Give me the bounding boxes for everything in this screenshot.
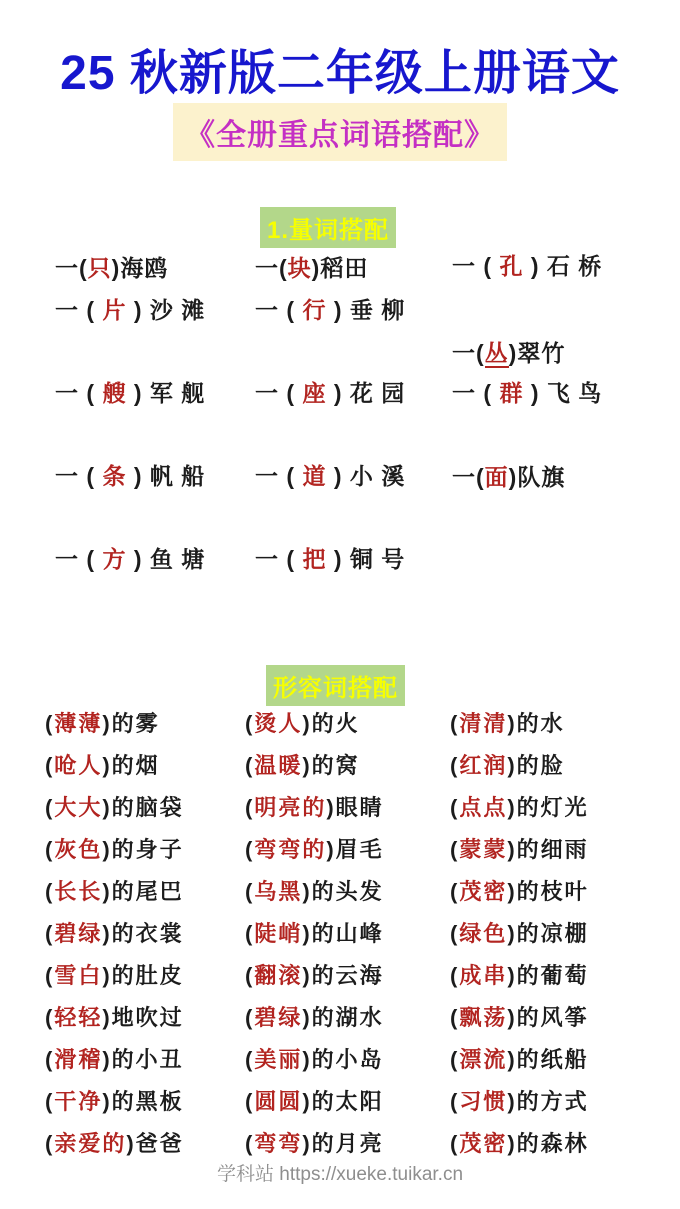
adjective-word: 大大 [54, 795, 103, 820]
adjective-word: 茂密 [459, 1131, 508, 1156]
adjective-word: 茂密 [459, 879, 508, 904]
adjective-item [245, 913, 450, 955]
item-suffix: ) 帆 船 [126, 463, 206, 489]
adjective-word: 灰色 [54, 837, 103, 862]
item-suffix: ) 军 舰 [126, 380, 206, 406]
item-suffix: )的头发 [302, 879, 384, 904]
adjective-item [45, 955, 245, 997]
measure-word: 方 [102, 546, 127, 572]
item-prefix: ( [45, 1089, 55, 1114]
adjective-word: 碧绿 [254, 1005, 303, 1030]
item-suffix: )地吹过 [102, 1005, 184, 1030]
measure-word: 把 [302, 546, 327, 572]
adjective-word: 薄薄 [54, 711, 103, 736]
item-prefix: 一 ( [255, 546, 303, 572]
item-prefix: ( [45, 1047, 55, 1072]
adjective-word: 习惯 [459, 1089, 508, 1114]
item-prefix: ( [45, 753, 55, 778]
item-prefix: ( [450, 921, 460, 946]
adjective-item [450, 703, 635, 745]
adjective-word: 碧绿 [54, 921, 103, 946]
item-suffix: )的小丑 [102, 1047, 184, 1072]
item-suffix: )的湖水 [302, 1005, 384, 1030]
item-prefix: ( [450, 879, 460, 904]
adjective-item [45, 913, 245, 955]
item-suffix: )的衣裳 [102, 921, 184, 946]
adjective-item [450, 787, 635, 829]
item-prefix: ( [245, 837, 255, 862]
adjective-word: 绿色 [459, 921, 508, 946]
adjective-item [450, 1081, 635, 1123]
measure-word: 孔 [499, 253, 524, 279]
quantifier-item [55, 377, 205, 409]
adjective-item [245, 1039, 450, 1081]
quantifier-item [55, 252, 168, 284]
quantifier-item [255, 377, 405, 409]
measure-word: 只 [87, 255, 112, 281]
adjective-item [45, 745, 245, 787]
item-suffix: )的月亮 [302, 1131, 384, 1156]
item-suffix: )的云海 [302, 963, 384, 988]
measure-word: 道 [302, 463, 327, 489]
measure-word: 艘 [102, 380, 127, 406]
item-prefix: ( [45, 879, 55, 904]
item-suffix: )的葡萄 [507, 963, 589, 988]
adjective-item [450, 829, 635, 871]
item-prefix: ( [450, 1131, 460, 1156]
item-suffix: )的尾巴 [102, 879, 184, 904]
item-suffix: ) 石 桥 [523, 253, 603, 279]
item-prefix: 一 ( [452, 380, 500, 406]
item-suffix: )眼睛 [326, 795, 384, 820]
item-suffix: )爸爸 [126, 1131, 184, 1156]
item-suffix: )的山峰 [302, 921, 384, 946]
quantifier-item [255, 460, 405, 492]
item-suffix: )的森林 [507, 1131, 589, 1156]
measure-word: 面 [484, 464, 509, 490]
measure-word: 块 [287, 255, 312, 281]
item-prefix: 一( [452, 464, 485, 490]
item-suffix: )的雾 [102, 711, 160, 736]
quantifier-item [452, 337, 565, 369]
item-suffix: )的小岛 [302, 1047, 384, 1072]
item-prefix: ( [45, 795, 55, 820]
item-prefix: 一 ( [55, 546, 103, 572]
adjective-item [245, 787, 450, 829]
item-suffix: ) 垂 柳 [326, 297, 406, 323]
measure-word: 片 [102, 297, 127, 323]
quantifier-item [452, 377, 602, 409]
measure-word: 行 [302, 297, 327, 323]
adjective-item [45, 1039, 245, 1081]
subtitle-wrap [0, 103, 680, 161]
adjective-item [45, 871, 245, 913]
adjective-word: 蒙蒙 [459, 837, 508, 862]
item-prefix: 一( [55, 255, 88, 281]
adjective-word: 轻轻 [54, 1005, 103, 1030]
item-suffix: ) 花 园 [326, 380, 406, 406]
item-suffix: )的细雨 [507, 837, 589, 862]
item-prefix: ( [245, 1089, 255, 1114]
item-suffix: )的凉棚 [507, 921, 589, 946]
item-prefix: ( [245, 879, 255, 904]
item-suffix: )稻田 [311, 255, 369, 281]
item-suffix: )翠竹 [508, 340, 566, 366]
item-suffix: ) 沙 滩 [126, 297, 206, 323]
item-prefix: 一 ( [452, 253, 500, 279]
item-suffix: ) 鱼 塘 [126, 546, 206, 572]
quantifier-section-heading: 1.量词搭配 [260, 207, 396, 248]
adjective-item [450, 745, 635, 787]
item-prefix: 一 ( [255, 297, 303, 323]
item-prefix: 一 ( [255, 463, 303, 489]
item-suffix: )的窝 [302, 753, 360, 778]
measure-word: 丛 [484, 340, 509, 366]
adjective-word: 翻滚 [254, 963, 303, 988]
item-prefix: 一 ( [255, 380, 303, 406]
measure-word: 座 [302, 380, 327, 406]
adjective-item [450, 871, 635, 913]
item-prefix: ( [245, 753, 255, 778]
adjective-item [245, 829, 450, 871]
item-prefix: ( [245, 1047, 255, 1072]
item-prefix: ( [45, 1005, 55, 1030]
adjective-word: 陡峭 [254, 921, 303, 946]
item-suffix: )的火 [302, 711, 360, 736]
item-prefix: ( [450, 963, 460, 988]
item-suffix: ) 铜 号 [326, 546, 406, 572]
adjective-word: 飘荡 [459, 1005, 508, 1030]
adjective-word: 弯弯的 [254, 837, 327, 862]
quantifier-item [255, 543, 405, 575]
measure-word: 条 [102, 463, 127, 489]
adjective-grid [45, 703, 635, 1165]
item-prefix: ( [450, 753, 460, 778]
adjective-item [45, 829, 245, 871]
quantifier-item [255, 252, 368, 284]
item-suffix: )的肚皮 [102, 963, 184, 988]
adjective-word: 滑稽 [54, 1047, 103, 1072]
adjective-section-heading: 形容词搭配 [266, 665, 405, 706]
item-suffix: )的水 [507, 711, 565, 736]
adjective-word: 成串 [459, 963, 508, 988]
item-suffix: )的身子 [102, 837, 184, 862]
item-prefix: 一 ( [55, 380, 103, 406]
item-prefix: ( [245, 1005, 255, 1030]
item-prefix: ( [245, 963, 255, 988]
item-suffix: )的方式 [507, 1089, 589, 1114]
item-prefix: ( [245, 711, 255, 736]
item-prefix: ( [450, 1047, 460, 1072]
item-suffix: )队旗 [508, 464, 566, 490]
adjective-item [450, 1039, 635, 1081]
adjective-item [45, 787, 245, 829]
item-prefix: 一( [255, 255, 288, 281]
item-prefix: 一 ( [55, 463, 103, 489]
adjective-word: 漂流 [459, 1047, 508, 1072]
quantifier-item [55, 543, 205, 575]
item-suffix: )的太阳 [302, 1089, 384, 1114]
adjective-item [45, 1081, 245, 1123]
watermark-footer: 学科站 https://xueke.tuikar.cn [216, 1164, 464, 1185]
item-suffix: )海鸥 [111, 255, 169, 281]
item-prefix: ( [450, 711, 460, 736]
quantifier-item [255, 294, 405, 326]
quantifier-item [452, 250, 602, 282]
item-suffix: ) 飞 鸟 [523, 380, 603, 406]
page-title: 25 秋新版二年级上册语文 [60, 47, 620, 100]
item-suffix: )的黑板 [102, 1089, 184, 1114]
adjective-item [450, 955, 635, 997]
item-prefix: ( [45, 1131, 55, 1156]
item-prefix: ( [450, 1005, 460, 1030]
item-suffix: ) 小 溪 [326, 463, 406, 489]
quantifier-item [452, 461, 565, 493]
item-prefix: ( [245, 1131, 255, 1156]
item-prefix: ( [45, 837, 55, 862]
adjective-item [450, 997, 635, 1039]
adjective-item [245, 703, 450, 745]
quantifier-item [55, 294, 205, 326]
item-prefix: ( [45, 963, 55, 988]
adjective-word: 点点 [459, 795, 508, 820]
item-suffix: )的风筝 [507, 1005, 589, 1030]
adjective-item [245, 871, 450, 913]
adjective-word: 干净 [54, 1089, 103, 1114]
adjective-item [245, 745, 450, 787]
adjective-word: 圆圆 [254, 1089, 303, 1114]
item-prefix: ( [245, 921, 255, 946]
adjective-item [450, 913, 635, 955]
item-suffix: )眉毛 [326, 837, 384, 862]
measure-word: 群 [499, 380, 524, 406]
item-suffix: )的纸船 [507, 1047, 589, 1072]
item-suffix: )的脸 [507, 753, 565, 778]
adjective-word: 红润 [459, 753, 508, 778]
item-suffix: )的烟 [102, 753, 160, 778]
item-prefix: 一 ( [55, 297, 103, 323]
item-suffix: )的灯光 [507, 795, 589, 820]
adjective-item [245, 1081, 450, 1123]
adjective-word: 美丽 [254, 1047, 303, 1072]
item-suffix: )的脑袋 [102, 795, 184, 820]
item-prefix: 一( [452, 340, 485, 366]
adjective-item [245, 997, 450, 1039]
quantifier-item [55, 460, 205, 492]
adjective-word: 清清 [459, 711, 508, 736]
adjective-word: 弯弯 [254, 1131, 303, 1156]
item-prefix: ( [450, 1089, 460, 1114]
adjective-word: 乌黑 [254, 879, 303, 904]
adjective-item [45, 997, 245, 1039]
item-suffix: )的枝叶 [507, 879, 589, 904]
adjective-word: 温暖 [254, 753, 303, 778]
item-prefix: ( [45, 921, 55, 946]
item-prefix: ( [450, 837, 460, 862]
item-prefix: ( [45, 711, 55, 736]
adjective-item [45, 703, 245, 745]
adjective-word: 亲爱的 [54, 1131, 127, 1156]
page-subtitle: 《全册重点词语搭配》 [173, 103, 507, 161]
item-prefix: ( [450, 795, 460, 820]
adjective-word: 烫人 [254, 711, 303, 736]
adjective-item [245, 955, 450, 997]
item-prefix: ( [245, 795, 255, 820]
adjective-word: 呛人 [54, 753, 103, 778]
adjective-word: 长长 [54, 879, 103, 904]
adjective-word: 明亮的 [254, 795, 327, 820]
adjective-word: 雪白 [54, 963, 103, 988]
